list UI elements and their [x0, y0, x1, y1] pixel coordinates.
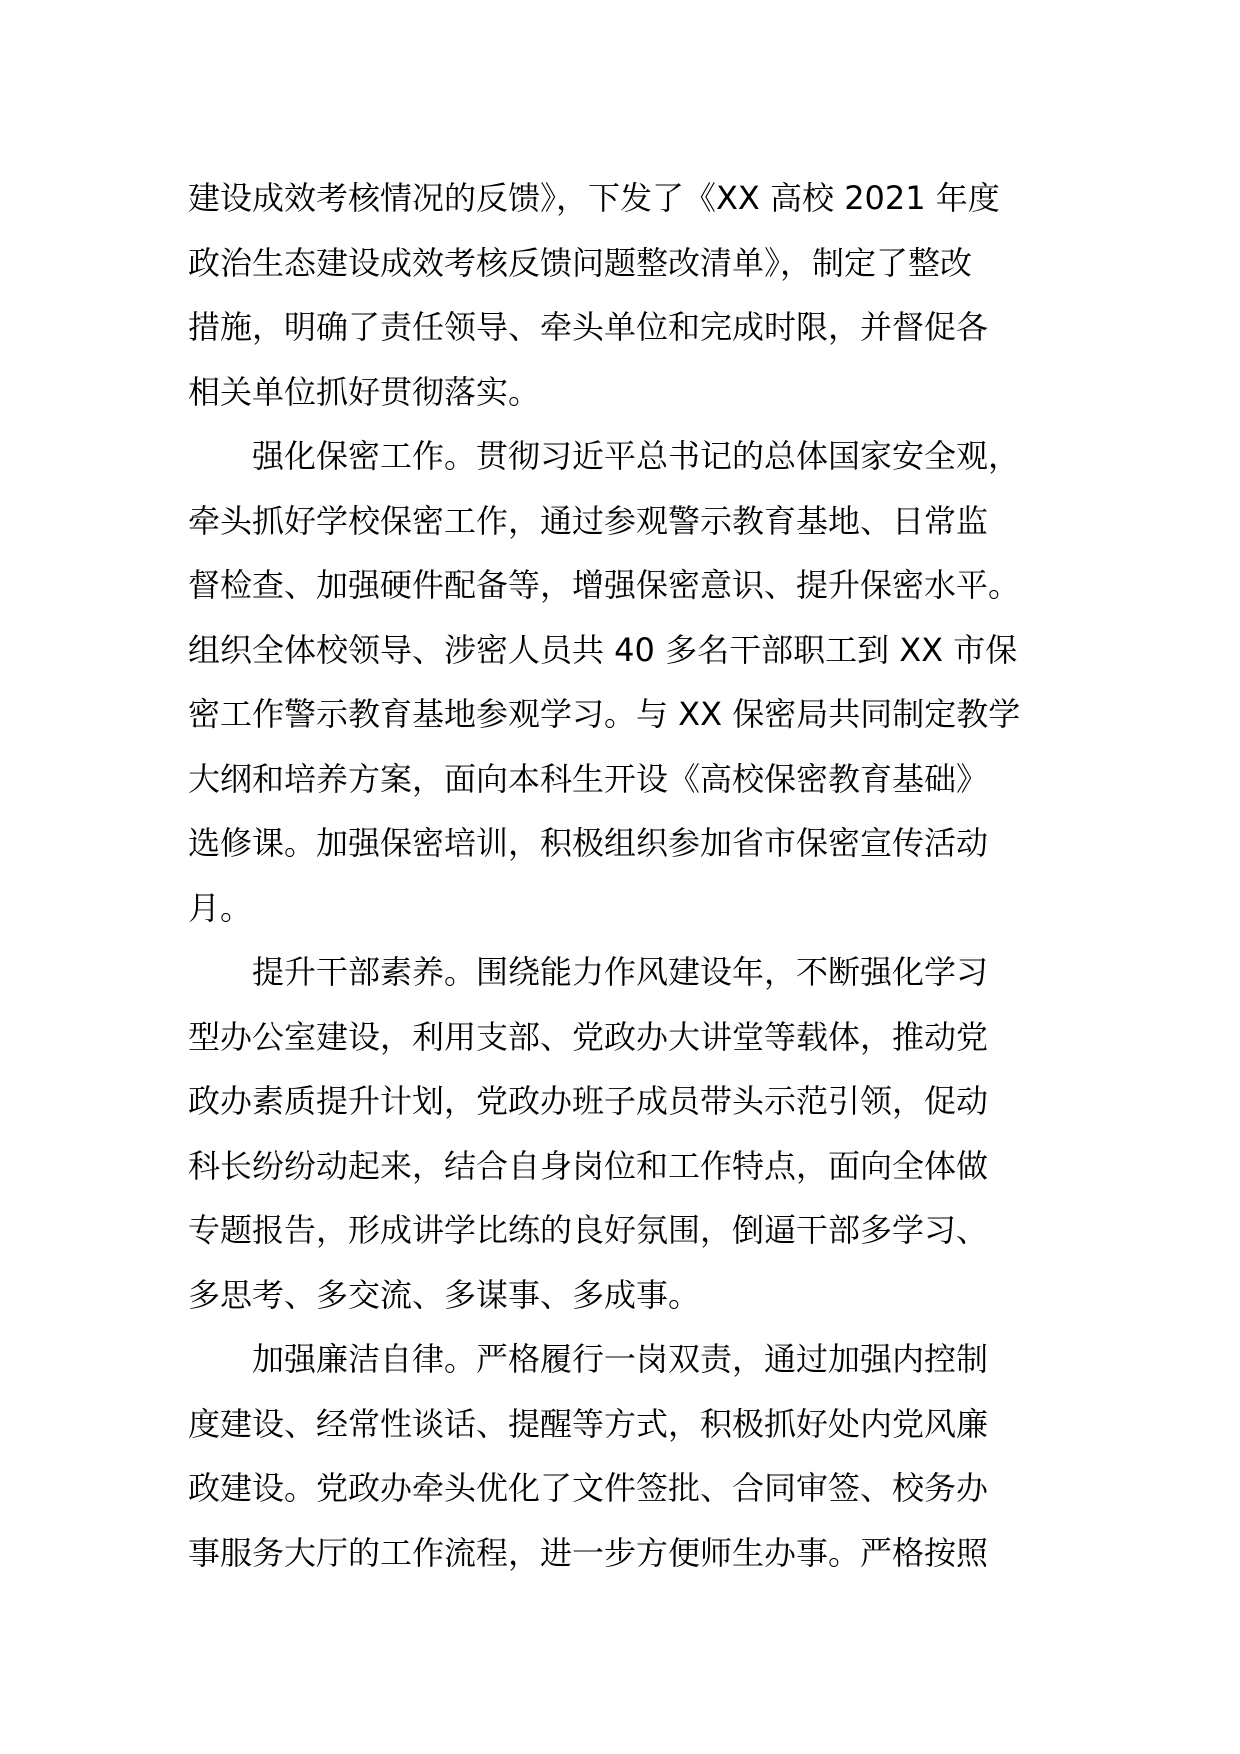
paragraph-line: 密工作警示教育基地参观学习。与 XX 保密局共同制定教学: [188, 695, 1021, 733]
paragraph-line: 月。: [188, 888, 253, 927]
paragraph-line: 专题报告，形成讲学比练的良好氛围，倒逼干部多学习、: [188, 1211, 989, 1249]
paragraph-4: [188, 1327, 1056, 1585]
paragraph-line: 相关单位抓好贯彻落实。: [188, 372, 541, 411]
paragraph-line: 加强廉洁自律。严格履行一岗双责，通过加强内控制: [252, 1340, 989, 1378]
paragraph-line: 事服务大厅的工作流程，进一步方便师生办事。严格按照: [188, 1533, 989, 1572]
paragraph-line: 政建设。党政办牵头优化了文件签批、合同审签、校务办: [188, 1469, 989, 1507]
paragraph-line: 选修课。加强保密培训，积极组织参加省市保密宣传活动: [188, 824, 989, 862]
paragraph-line: 组织全体校领导、涉密人员共 40 多名干部职工到 XX 市保: [188, 630, 1018, 669]
paragraph-line: 政办素质提升计划，党政办班子成员带头示范引领，促动: [188, 1082, 989, 1120]
paragraph-line: 措施，明确了责任领导、牵头单位和完成时限，并督促各: [188, 308, 989, 346]
paragraph-line: 科长纷纷动起来，结合自身岗位和工作特点，面向全体做: [188, 1146, 989, 1185]
paragraph-line: 提升干部素养。围绕能力作风建设年，不断强化学习: [252, 953, 989, 991]
paragraph-line: 建设成效考核情况的反馈》，下发了《XX 高校 2021 年度: [188, 179, 1000, 217]
paragraph-line: 政治生态建设成效考核反馈问题整改清单》，制定了整改: [188, 243, 973, 282]
paragraph-2: [188, 424, 1056, 940]
paragraph-line: 多思考、多交流、多谋事、多成事。: [188, 1275, 701, 1314]
paragraph-line: 强化保密工作。贯彻习近平总书记的总体国家安全观，: [252, 437, 1021, 475]
paragraph-1: [188, 166, 1056, 424]
document-body: [188, 166, 1056, 1585]
paragraph-line: 督检查、加强硬件配备等，增强保密意识、提升保密水平。: [188, 566, 1021, 604]
paragraph-line: 大纲和培养方案，面向本科生开设《高校保密教育基础》: [188, 759, 989, 798]
paragraph-3: [188, 940, 1056, 1327]
paragraph-line: 型办公室建设，利用支部、党政办大讲堂等载体，推动党: [188, 1017, 989, 1056]
paragraph-line: 度建设、经常性谈话、提醒等方式，积极抓好处内党风廉: [188, 1404, 989, 1443]
paragraph-line: 牵头抓好学校保密工作，通过参观警示教育基地、日常监: [188, 501, 989, 540]
